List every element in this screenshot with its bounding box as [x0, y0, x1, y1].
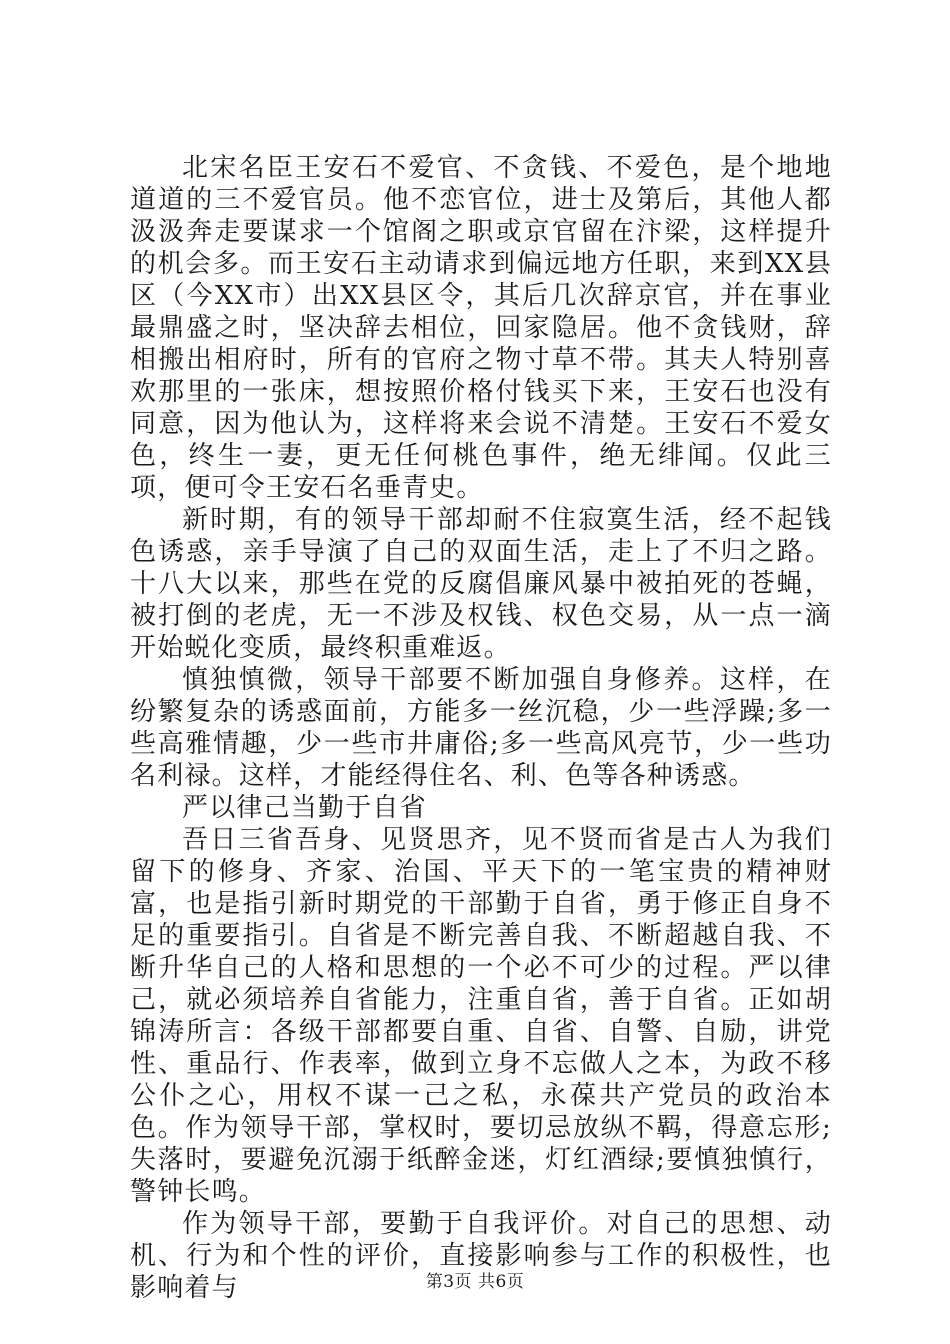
paragraph-new-era: 新时期，有的领导干部却耐不住寂寞生活，经不起钱色诱惑，亲手导演了自己的双面生活，走上了不归之路。十八大以来，那些在党的反腐倡廉风暴中被拍死的苍蝇，被打倒的老虎，无一不涉及权钱、权色交易，从一点一滴开始蜕化变质，最终积重难返。	[130, 505, 832, 663]
paragraph-self-cultivation: 慎独慎微，领导干部要不断加强自身修养。这样，在纷繁复杂的诱惑面前，方能多一丝沉稳，少一些浮躁;多一些高雅情趣，少一些市井庸俗;多一些高风亮节，少一些功名利禄。这样，才能经得住名、利、色等各种诱惑。	[130, 665, 832, 791]
paragraph-wang-anshi: 北宋名臣王安石不爱官、不贪钱、不爱色，是个地地道道的三不爱官员。他不恋官位，进士及第后，其他人都汲汲奔走要谋求一个馆阁之职或京官留在汴梁，这样提升的机会多。而王安石主动请求到偏远地方任职，来到XX县区（今XX市）出XX县区令，其后几次辞京官，并在事业最鼎盛之时，坚决辞去相位，回家隐居。他不贪钱财，辞相搬出相府时，所有的官府之物寸草不带。其夫人特别喜欢那里的一张床，想按照价格付钱买下来，王安石也没有同意，因为他认为，这样将来会说不清楚。王安石不爱女色，终生一妻，更无任何桃色事件，绝无绯闻。仅此三项，便可令王安石名垂青史。	[130, 153, 832, 503]
section-heading: 严以律己当勤于自省	[182, 793, 427, 823]
paragraph-self-reflection: 吾日三省吾身、见贤思齐，见不贤而省是古人为我们留下的修身、齐家、治国、平天下的一笔宝贵的精神财富，也是指引新时期党的干部勤于自省，勇于修正自身不足的重要指引。自省是不断完善自我、不断超越自我、不断升华自己的人格和思想的一个必不可少的过程。严以律己，就必须培养自省能力，注重自省，善于自省。正如胡锦涛所言：各级干部都要自重、自省、自警、自励，讲党性、重品行、作表率，做到立身不忘做人之本，为政不移公仆之心，用权不谋一己之私，永葆共产党员的政治本色。作为领导干部，掌权时，要切忌放纵不羁，得意忘形;失落时，要避免沉溺于纸醉金迷，灯红酒绿;要慎独慎行，警钟长鸣。	[130, 825, 832, 1207]
paragraph-self-evaluation: 作为领导干部，要勤于自我评价。对自己的思想、动机、行为和个性的评价，直接影响参与工作的积极性，也影响着与	[130, 1209, 832, 1303]
page-number-footer: 第3页 共6页	[425, 1272, 525, 1292]
document-body	[130, 152, 832, 1304]
